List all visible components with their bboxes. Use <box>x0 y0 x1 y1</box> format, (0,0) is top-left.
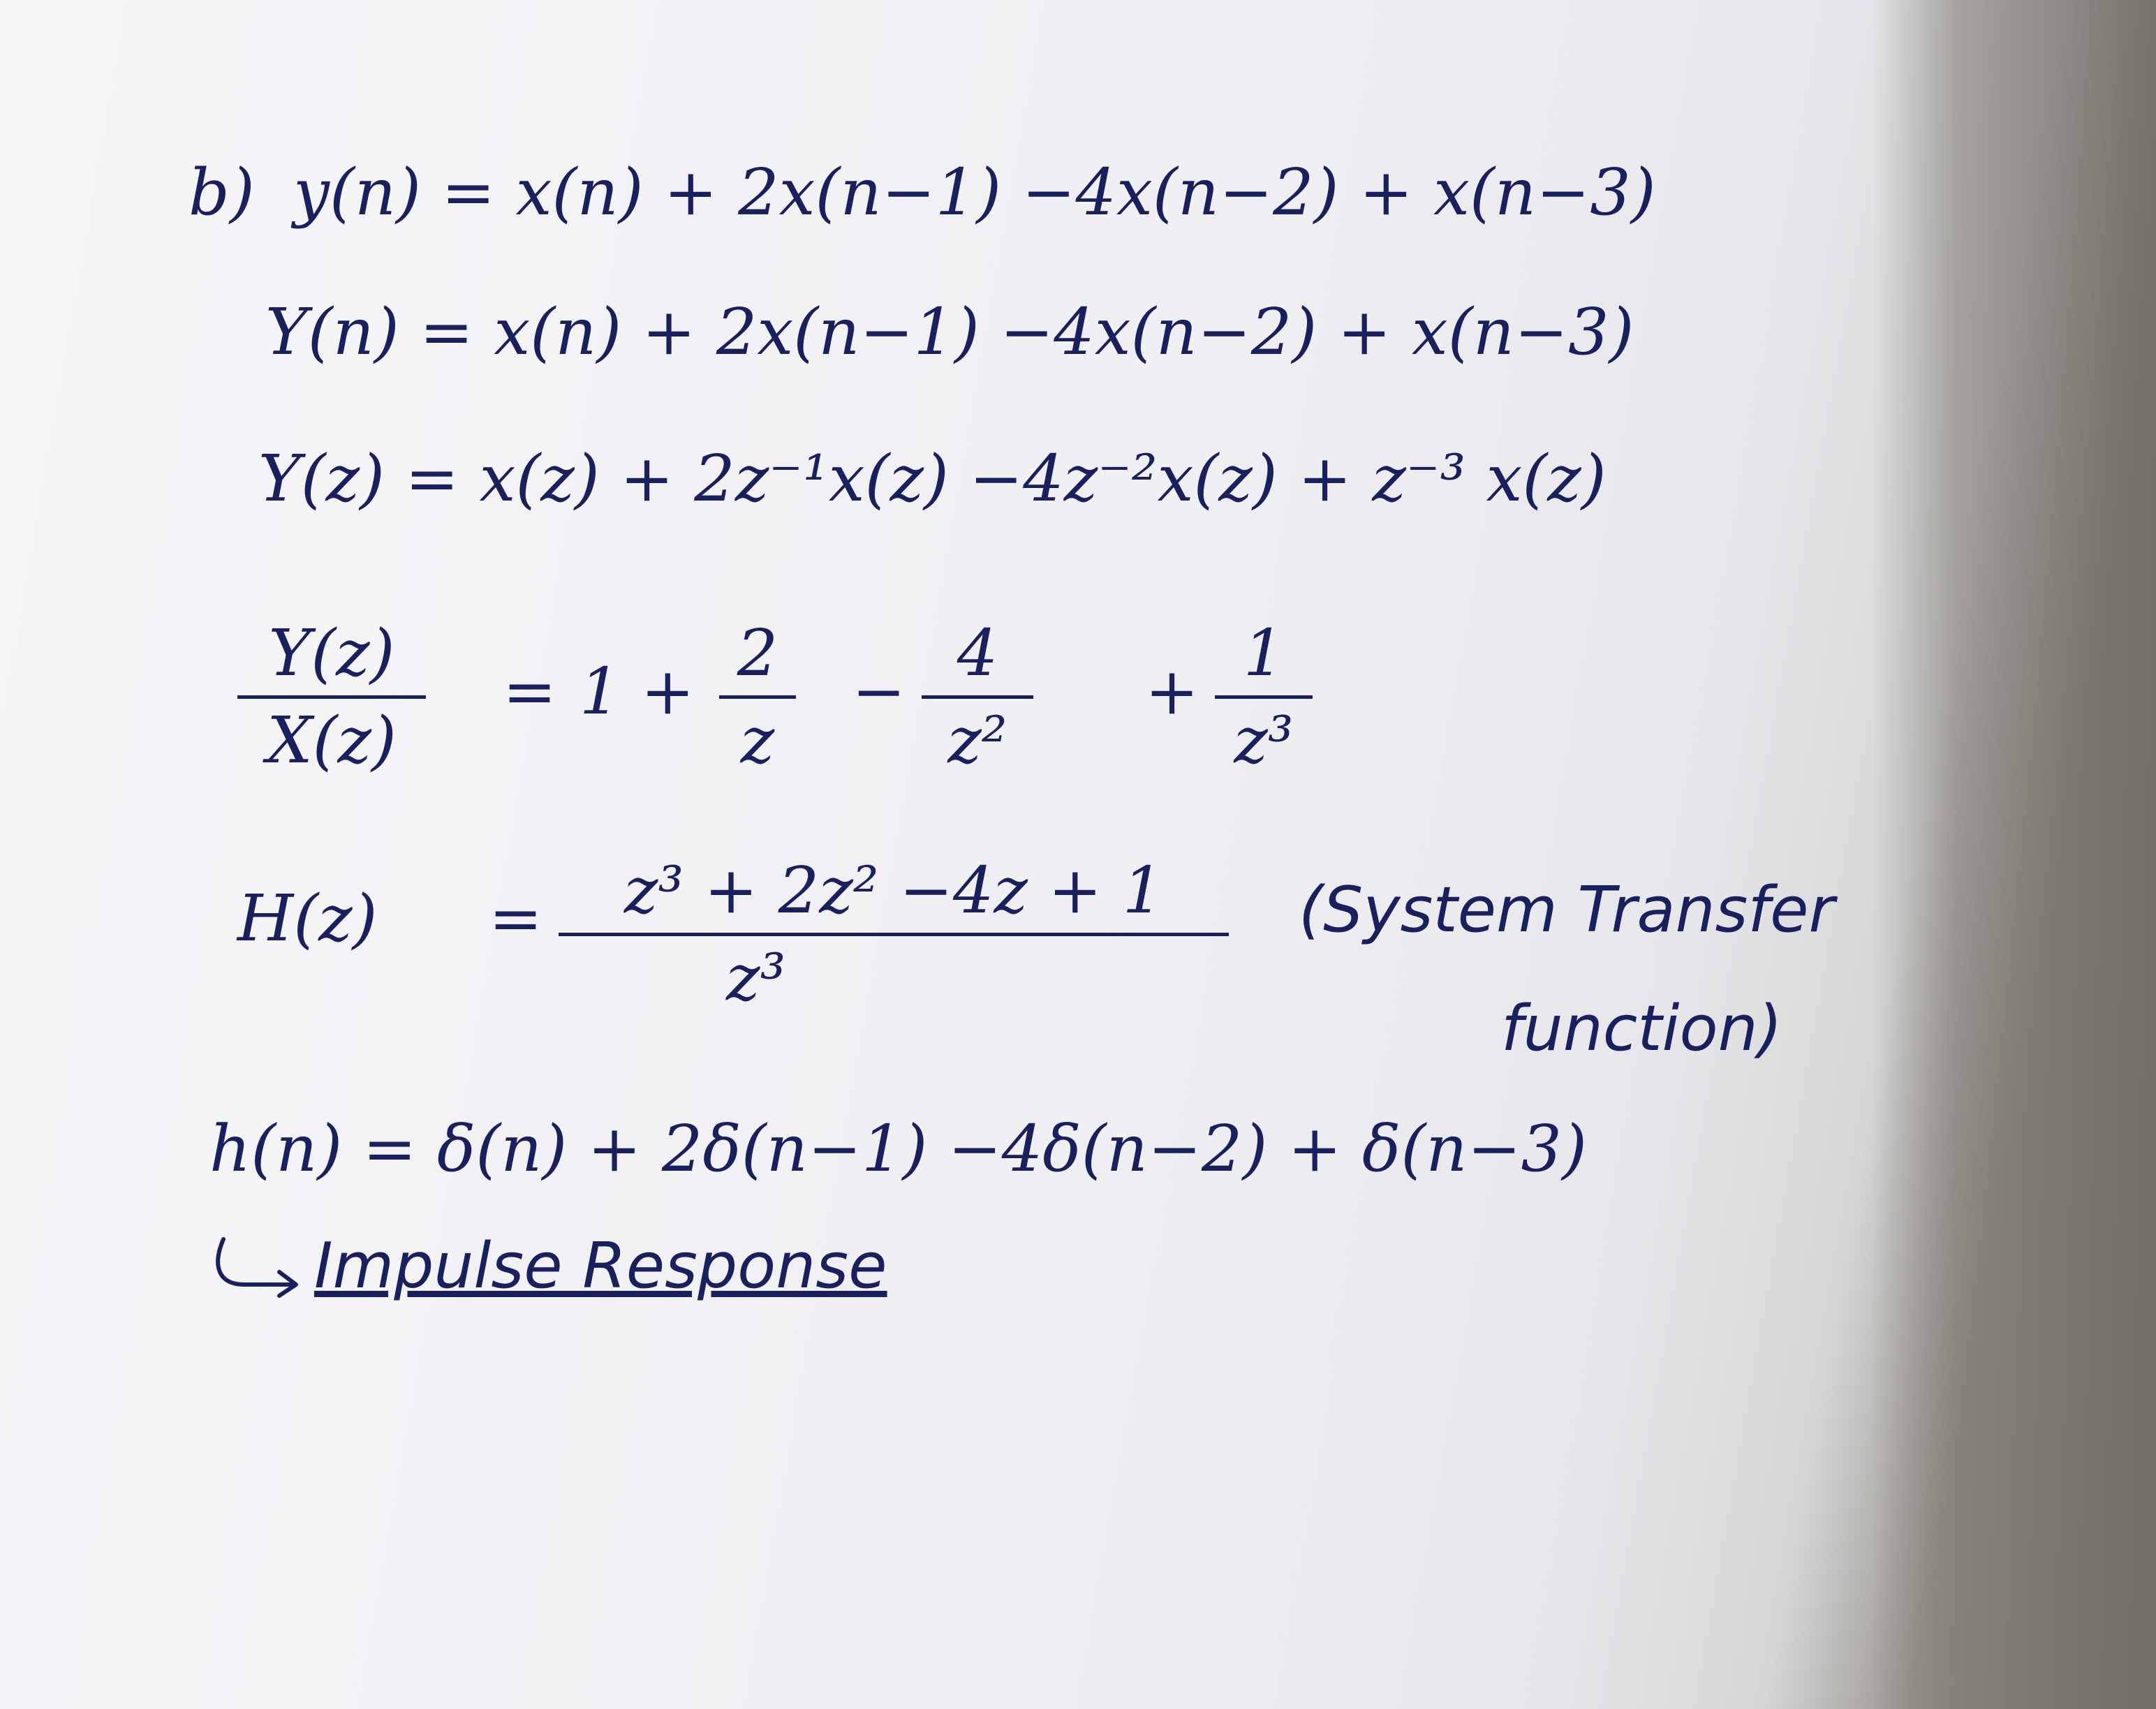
impulse-equation: h(n) = δ(n) + 2δ(n−1) −4δ(n−2) + δ(n−3) <box>209 1111 1587 1186</box>
difference-equation: y(n) = x(n) + 2x(n−1) −4x(n−2) + x(n−3) <box>293 155 1656 230</box>
ratio-one-plus: 1 + <box>579 654 695 729</box>
ratio-term-3 <box>1215 616 1313 778</box>
ratio-lhs <box>237 616 426 778</box>
term-3-numerator: 1 <box>1243 616 1285 690</box>
transfer-note-line-1: (System Transfer <box>1299 873 1835 947</box>
hook-arrow-icon <box>209 1236 307 1299</box>
term-3-denominator: z³ <box>1234 703 1294 778</box>
term-1-denominator: z <box>740 703 775 778</box>
ratio-plus: + <box>1145 654 1199 729</box>
ratio-minus: − <box>852 654 906 729</box>
transfer-note-line-2: function) <box>1501 992 1782 1065</box>
term-2-numerator: 4 <box>957 616 998 690</box>
impulse-response-label: Impulse Response <box>314 1229 887 1303</box>
ratio-lhs-numerator: Y(z) <box>268 616 395 690</box>
ratio-term-1 <box>719 616 796 778</box>
transfer-lhs: H(z) <box>237 881 378 956</box>
ratio-lhs-denominator: X(z) <box>267 703 397 778</box>
term-1-numerator: 2 <box>737 616 778 690</box>
difference-equation-restated: Y(n) = x(n) + 2x(n−1) −4x(n−2) + x(n−3) <box>265 295 1634 369</box>
transfer-numerator: z³ + 2z² −4z + 1 <box>623 853 1164 928</box>
ratio-term-2 <box>922 616 1033 778</box>
z-transform-equation: Y(z) = x(z) + 2z⁻¹x(z) −4z⁻²x(z) + z⁻³ x(z) <box>258 441 1607 516</box>
transfer-equals: = <box>489 881 543 956</box>
part-label: b) <box>189 155 255 230</box>
page-shadow <box>1871 0 2156 1709</box>
term-2-denominator: z² <box>947 703 1007 778</box>
transfer-fraction <box>559 853 1229 1015</box>
transfer-denominator: z³ <box>726 940 786 1015</box>
ratio-equals: = <box>503 654 557 729</box>
